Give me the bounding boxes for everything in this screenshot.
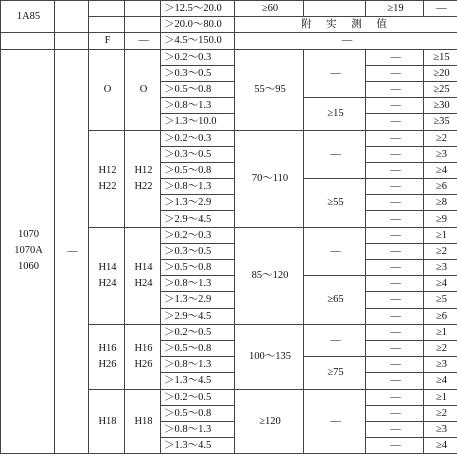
tensile-cell: ≥120 — [235, 389, 304, 454]
temper-cell: H16 H26 — [89, 324, 125, 389]
elongation-cell: — — [366, 98, 424, 114]
elongation-cell: ≥2 — [424, 405, 457, 421]
yield-cell: ≥75 — [304, 357, 366, 389]
alloy-cell: 1A85 — [1, 1, 55, 33]
tensile-cell: 85～120 — [235, 227, 304, 324]
thickness-cell: ＞0.3～0.5 — [161, 146, 235, 162]
temper-cell: H14 H24 — [89, 227, 125, 324]
yield-cell: — — [304, 49, 366, 98]
elongation-cell: — — [366, 308, 424, 324]
cell — [125, 17, 161, 33]
temper-cell: — — [125, 33, 161, 49]
elongation-cell: ≥30 — [424, 98, 457, 114]
elongation-cell: — — [366, 211, 424, 227]
elongation-cell: ≥2 — [424, 243, 457, 259]
elongation-cell: ≥6 — [424, 308, 457, 324]
table-row — [1, 49, 457, 65]
temper-cell: O — [89, 49, 125, 130]
thickness-cell: ＞4.5～150.0 — [161, 33, 235, 49]
elongation-cell: ≥1 — [424, 324, 457, 340]
cell — [1, 33, 55, 49]
elongation-cell: — — [366, 49, 424, 65]
elongation-cell: — — [366, 65, 424, 81]
elongation-cell: ≥2 — [424, 340, 457, 356]
thickness-cell: ＞0.5～0.8 — [161, 405, 235, 421]
yield-cell: — — [304, 324, 366, 356]
thickness-cell: ＞1.3～2.9 — [161, 292, 235, 308]
elongation-cell: — — [366, 438, 424, 454]
table-body — [1, 1, 457, 454]
thickness-cell: ＞0.5～0.8 — [161, 340, 235, 356]
elongation-cell: — — [424, 1, 457, 17]
thickness-cell: ＞0.8～1.3 — [161, 276, 235, 292]
elongation-cell: ≥4 — [424, 162, 457, 178]
tensile-cell: 70～110 — [235, 130, 304, 227]
elongation-cell: ≥1 — [424, 227, 457, 243]
note-cell: 附 实 测 值 — [235, 17, 457, 33]
cell — [55, 33, 89, 49]
elongation-cell: — — [366, 421, 424, 437]
elongation-cell: — — [366, 81, 424, 97]
elongation-cell: ≥20 — [424, 65, 457, 81]
thickness-cell: ＞1.3～2.9 — [161, 195, 235, 211]
thickness-cell: ＞20.0～80.0 — [161, 17, 235, 33]
cell — [125, 1, 161, 17]
thickness-cell: ＞0.5～0.8 — [161, 260, 235, 276]
elongation-cell: — — [366, 179, 424, 195]
thickness-cell: ＞0.2～0.5 — [161, 324, 235, 340]
thickness-cell: ＞0.8～1.3 — [161, 357, 235, 373]
tensile-cell: 100～135 — [235, 324, 304, 389]
thickness-cell: ＞2.9～4.5 — [161, 308, 235, 324]
elongation-cell: ≥15 — [424, 49, 457, 65]
elongation-cell: — — [366, 276, 424, 292]
thickness-cell: ＞1.3～4.5 — [161, 438, 235, 454]
elongation-cell: — — [366, 389, 424, 405]
elongation-cell: ≥1 — [424, 389, 457, 405]
elongation-cell: — — [366, 357, 424, 373]
temper-cell: H16 H26 — [125, 324, 161, 389]
elongation-cell: — — [366, 162, 424, 178]
thickness-cell: ＞0.2～0.3 — [161, 130, 235, 146]
elongation-cell: ≥8 — [424, 195, 457, 211]
thickness-cell: ＞0.2～0.5 — [161, 389, 235, 405]
elongation-cell: — — [366, 340, 424, 356]
thickness-cell: ＞1.3～10.0 — [161, 114, 235, 130]
thickness-cell: ＞0.3～0.5 — [161, 243, 235, 259]
elongation-cell: ≥25 — [424, 81, 457, 97]
yield-cell: — — [304, 389, 366, 454]
elongation-cell: — — [366, 324, 424, 340]
thickness-cell: ＞0.2～0.3 — [161, 227, 235, 243]
dash-cell: — — [235, 33, 457, 49]
elongation-cell: — — [366, 260, 424, 276]
cell — [304, 1, 366, 17]
elongation-cell: — — [366, 227, 424, 243]
temper-cell: H18 — [89, 389, 125, 454]
temper-cell: H14 H24 — [125, 227, 161, 324]
yield-cell: ≥55 — [304, 179, 366, 228]
thickness-cell: ＞0.2～0.3 — [161, 49, 235, 65]
elongation-cell: — — [366, 195, 424, 211]
thickness-cell: ＞0.8～1.3 — [161, 179, 235, 195]
table-row — [1, 1, 457, 17]
elongation-cell: ≥5 — [424, 292, 457, 308]
thickness-cell: ＞0.3～0.5 — [161, 65, 235, 81]
elongation-cell: ≥4 — [424, 373, 457, 389]
elongation-cell: — — [366, 114, 424, 130]
alloy-cell: 1070 1070A 1060 — [1, 49, 55, 454]
elongation-cell: — — [366, 373, 424, 389]
cell — [89, 1, 125, 17]
temper-cell: F — [89, 33, 125, 49]
elongation-cell: ≥6 — [424, 179, 457, 195]
thickness-cell: ＞2.9～4.5 — [161, 211, 235, 227]
elongation-cell: ≥3 — [424, 260, 457, 276]
temper-cell: O — [125, 49, 161, 130]
elongation-cell: ≥4 — [424, 276, 457, 292]
cell — [55, 1, 89, 33]
elongation-cell: — — [366, 130, 424, 146]
temper-cell: H12 H22 — [125, 130, 161, 227]
table-row — [1, 33, 457, 49]
elongation-cell: ≥35 — [424, 114, 457, 130]
elongation-cell: ≥19 — [366, 1, 424, 17]
elongation-cell: ≥3 — [424, 357, 457, 373]
elongation-cell: ≥4 — [424, 438, 457, 454]
cell: — — [55, 49, 89, 454]
elongation-cell: ≥2 — [424, 130, 457, 146]
elongation-cell: ≥9 — [424, 211, 457, 227]
elongation-cell: — — [366, 292, 424, 308]
tensile-cell: ≥60 — [235, 1, 304, 17]
elongation-cell: — — [366, 405, 424, 421]
thickness-cell: ＞1.3～4.5 — [161, 373, 235, 389]
elongation-cell: ≥3 — [424, 421, 457, 437]
temper-cell: H18 — [125, 389, 161, 454]
temper-cell: H12 H22 — [89, 130, 125, 227]
yield-cell: — — [304, 130, 366, 179]
yield-cell: — — [304, 227, 366, 276]
thickness-cell: ＞0.8～1.3 — [161, 421, 235, 437]
thickness-cell: ＞12.5～20.0 — [161, 1, 235, 17]
elongation-cell: — — [366, 243, 424, 259]
elongation-cell: ≥3 — [424, 146, 457, 162]
cell — [89, 17, 125, 33]
yield-cell: ≥15 — [304, 98, 366, 130]
tensile-cell: 55～95 — [235, 49, 304, 130]
thickness-cell: ＞0.8～1.3 — [161, 98, 235, 114]
yield-cell: ≥65 — [304, 276, 366, 325]
thickness-cell: ＞0.5～0.8 — [161, 162, 235, 178]
thickness-cell: ＞0.5～0.8 — [161, 81, 235, 97]
elongation-cell: — — [366, 146, 424, 162]
